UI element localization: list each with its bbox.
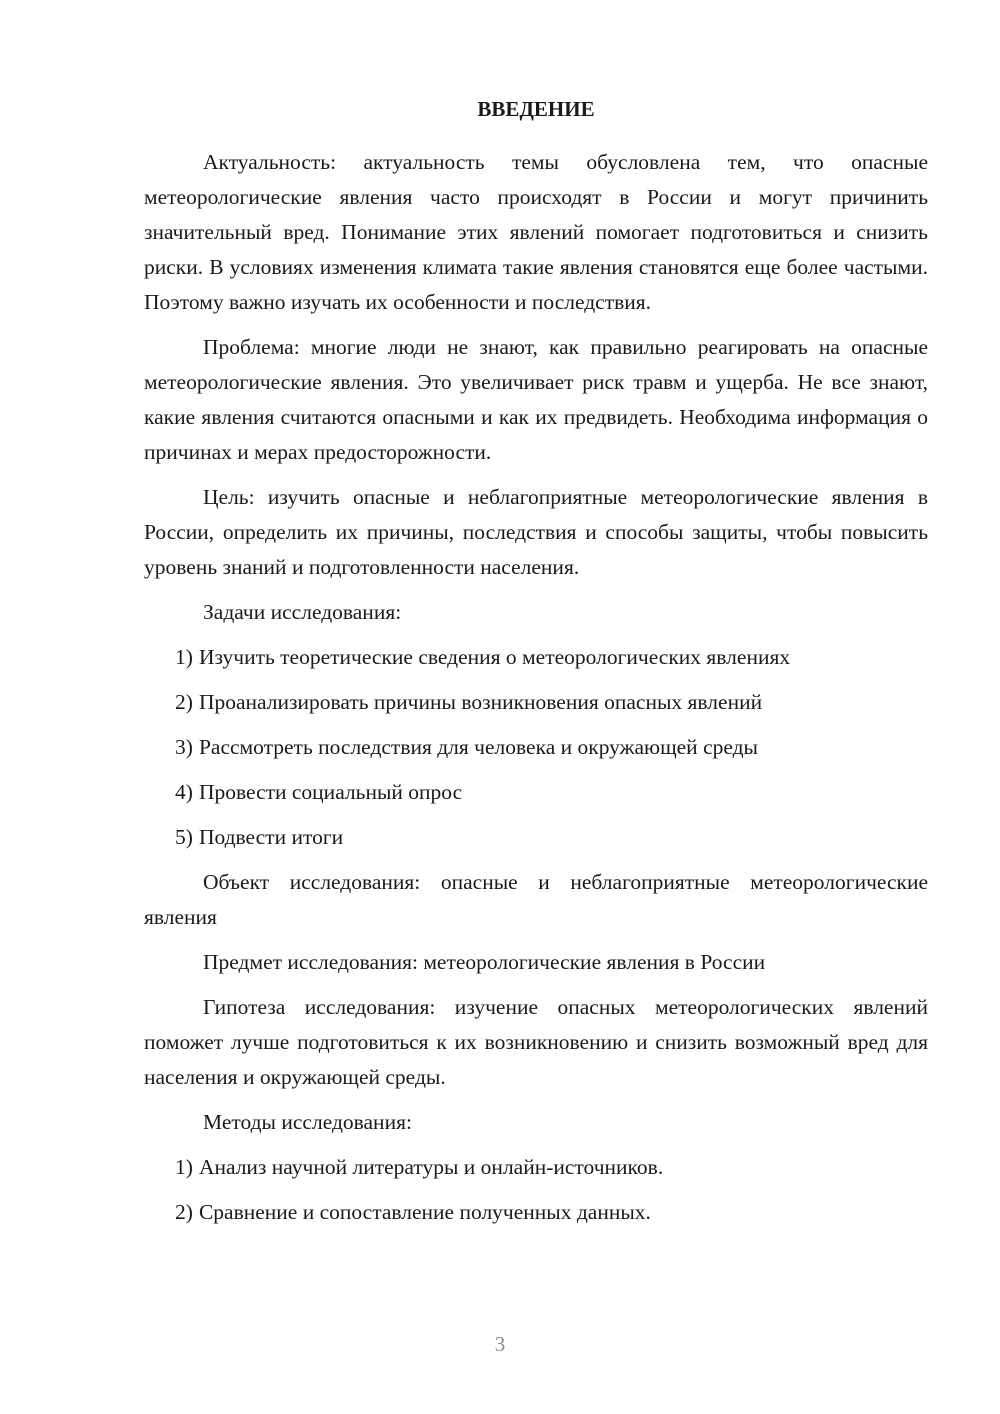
list-item-number: 1)	[175, 645, 193, 669]
list-item-text: Изучить теоретические сведения о метеорологических явлениях	[198, 645, 791, 669]
list-item-number: 3)	[175, 735, 193, 759]
list-item	[144, 1150, 928, 1185]
list-item-number: 2)	[175, 690, 193, 714]
tasks-label: Задачи исследования:	[203, 600, 402, 624]
list-item-text: Сравнение и сопоставление полученных данных.	[198, 1200, 651, 1224]
page-number: 3	[494, 1332, 506, 1356]
list-item-text: Анализ научной литературы и онлайн-источников.	[198, 1155, 664, 1179]
document-page	[144, 92, 928, 1240]
list-item-number: 5)	[175, 825, 193, 849]
list-item-text: Рассмотреть последствия для человека и окружающей среды	[198, 735, 759, 759]
tasks-list	[144, 640, 928, 855]
problem-paragraph: Проблема: многие люди не знают, как правильно реагировать на опасные метеорологические явления. Это увеличивает риск травм и ущерба. Не все знают, какие явления считаются опасными и как их предвидеть. Необходима информация о причинах и мерах предосторожности.	[144, 335, 928, 464]
list-item	[144, 775, 928, 810]
list-item-text: Провести социальный опрос	[198, 780, 463, 804]
goal-paragraph: Цель: изучить опасные и неблагоприятные метеорологические явления в России, определить их причины, последствия и способы защиты, чтобы повысить уровень знаний и подготовленности населения.	[144, 485, 928, 579]
list-item	[144, 685, 928, 720]
subject-paragraph: Предмет исследования: метеорологические явления в России	[203, 950, 766, 974]
list-item-number: 1)	[175, 1155, 193, 1179]
hypothesis-paragraph: Гипотеза исследования: изучение опасных метеорологических явлений поможет лучше подготовиться к их возникновению и снизить возможный вред для населения и окружающей среды.	[144, 995, 928, 1089]
list-item-number: 2)	[175, 1200, 193, 1224]
relevance-paragraph: Актуальность: актуальность темы обусловлена тем, что опасные метеорологические явления часто происходят в России и могут причинить значительный вред. Понимание этих явлений помогает подготовиться и снизить риски. В условиях изменения климата такие явления становятся еще более частыми. Поэтому важно изучать их особенности и последствия.	[144, 150, 928, 314]
methods-list	[144, 1150, 928, 1230]
list-item-text: Проанализировать причины возникновения опасных явлений	[198, 690, 763, 714]
object-paragraph: Объект исследования: опасные и неблагоприятные метеорологические явления	[144, 870, 928, 929]
list-item	[144, 640, 928, 675]
methods-label: Методы исследования:	[203, 1110, 412, 1134]
list-item	[144, 730, 928, 765]
list-item	[144, 820, 928, 855]
list-item	[144, 1195, 928, 1230]
list-item-text: Подвести итоги	[198, 825, 344, 849]
section-title: ВВЕДЕНИЕ	[477, 97, 595, 121]
list-item-number: 4)	[175, 780, 193, 804]
